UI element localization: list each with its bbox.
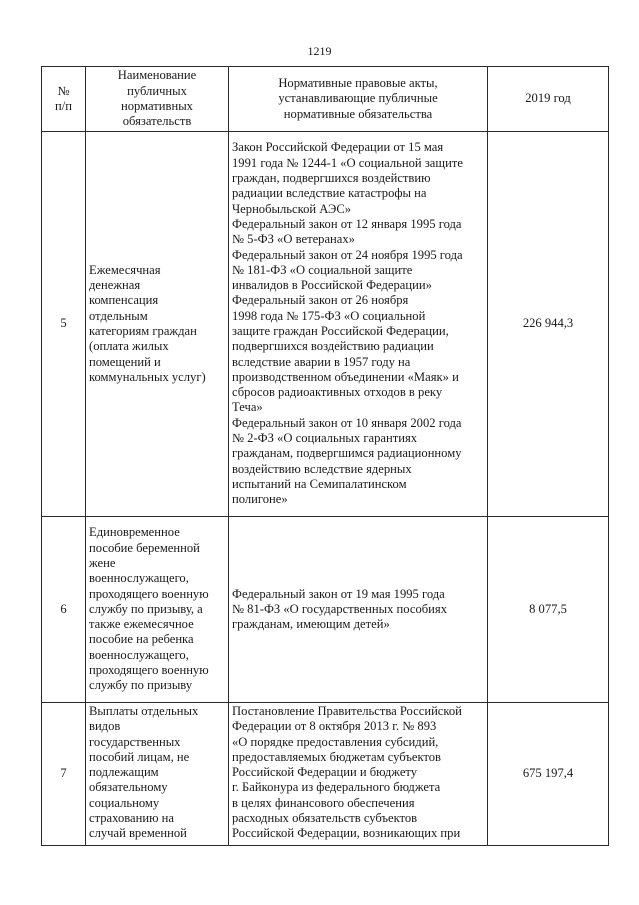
cell-text-line: военнослужащего, (89, 571, 189, 586)
cell-text-line: Теча» (232, 400, 263, 415)
header-name (86, 67, 229, 132)
cell-text-line: проходящего военную (89, 586, 209, 601)
cell-text-line: Постановление Правительства Российской (232, 704, 462, 718)
header-name-line: публичных (127, 83, 187, 98)
cell-text-line: службу по призыву, а (89, 601, 203, 616)
header-number (42, 67, 86, 132)
table-row (42, 703, 609, 846)
row-name (86, 703, 229, 846)
cell-text-line: 1998 года № 175-ФЗ «О социальной (232, 308, 426, 323)
header-acts-line: устанавливающие публичные (278, 91, 438, 106)
header-acts-line: нормативные обязательства (283, 106, 433, 121)
row-name (86, 132, 229, 517)
cell-text-line: 1991 года № 1244-1 «О социальной защите (232, 155, 463, 170)
cell-text-line: испытаний на Семипалатинском (232, 476, 407, 491)
cell-text-line: Российской Федерации, возникающих при (232, 826, 461, 841)
cell-text-line: пособие беременной (89, 540, 200, 555)
obligations-table (41, 66, 609, 846)
cell-text-line: вследствие аварии в 1957 году на (232, 354, 411, 369)
cell-text-line: сбросов радиоактивных отходов в реку (232, 385, 443, 400)
cell-text-line: Федеральный закон от 12 января 1995 года (232, 216, 462, 231)
cell-text-line: расходных обязательств субъектов (232, 811, 418, 826)
cell-text-line: компенсация (89, 293, 159, 308)
cell-text-line: № 2-ФЗ «О социальных гарантиях (232, 431, 418, 446)
cell-text-line: категориям граждан (89, 324, 197, 338)
cell-text-line: Выплаты отдельных (89, 704, 199, 718)
cell-text-line: «О порядке предоставления субсидий, (232, 734, 439, 749)
cell-text-line: Федеральный закон от 26 ноября (232, 293, 409, 308)
cell-text-line: жене (89, 555, 116, 570)
header-name-line: Наименование (117, 68, 197, 83)
cell-text-line: страхованию на (89, 811, 174, 826)
table-row (42, 517, 609, 703)
cell-text-line: (оплата жилых (89, 339, 169, 354)
cell-text-line: Федеральный закон от 19 мая 1995 года (232, 586, 445, 601)
row-amount: 675 197,4 (488, 703, 609, 846)
cell-text-line: № 181-ФЗ «О социальной защите (232, 262, 413, 277)
cell-text-line: государственных (89, 734, 181, 749)
cell-text-line: Федеральный закон от 24 ноября 1995 года (232, 247, 463, 262)
cell-text-line: Федерации от 8 октября 2013 г. № 893 (232, 719, 437, 734)
row-acts (229, 132, 488, 517)
cell-text-line: также ежемесячное (89, 617, 194, 632)
row-amount: 8 077,5 (488, 517, 609, 703)
row-name (86, 517, 229, 703)
cell-text-line: инвалидов в Российской Федерации» (232, 278, 432, 293)
cell-text-line: воздействию вследствие ядерных (232, 461, 412, 476)
cell-text-line: полигоне» (232, 492, 288, 507)
cell-text-line: в целях финансового обеспечения (232, 795, 415, 810)
cell-text-line: военнослужащего, (89, 647, 189, 662)
cell-text-line: Ежемесячная (89, 262, 161, 277)
row-number: 5 (42, 132, 86, 517)
page-number: 1219 (307, 44, 332, 58)
cell-text-line: г. Байконура из федерального бюджета (232, 780, 441, 795)
cell-text-line: Российской Федерации и бюджету (232, 765, 418, 780)
header-name-line: нормативных (121, 99, 193, 113)
row-acts (229, 517, 488, 703)
cell-text-line: гражданам, подвергшимся радиационному (232, 446, 462, 461)
cell-text-line: отдельным (89, 308, 148, 323)
row-number: 6 (42, 517, 86, 703)
cell-text-line: коммунальных услуг) (89, 369, 206, 384)
cell-text-line: пособие на ребенка (89, 632, 194, 647)
cell-text-line: Чернобыльской АЭС» (232, 201, 352, 216)
cell-text-line: социальному (89, 795, 160, 810)
cell-text-line: граждан, подвергшихся воздействию (232, 171, 431, 186)
header-name-line: обязательств (122, 114, 192, 129)
cell-text-line: видов (89, 719, 121, 734)
cell-text-line: обязательному (89, 780, 168, 795)
row-number: 7 (42, 703, 86, 846)
cell-text-line: гражданам, имеющим детей» (232, 617, 390, 632)
cell-text-line: случай временной (89, 826, 187, 841)
cell-text-line: денежная (89, 278, 141, 293)
cell-text-line: подвергшихся воздействию радиации (232, 339, 434, 354)
table-row (42, 132, 609, 517)
cell-text-line: Единовременное (89, 525, 180, 540)
cell-text-line: пособий лицам, не (89, 749, 190, 764)
cell-text-line: № 81-ФЗ «О государственных пособиях (232, 601, 447, 616)
header-year: 2019 год (488, 67, 609, 132)
row-acts (229, 703, 488, 846)
cell-text-line: предоставляемых бюджетам субъектов (232, 749, 441, 764)
table-header-row (42, 67, 609, 132)
cell-text-line: Федеральный закон от 10 января 2002 года (232, 415, 462, 430)
cell-text-line: Закон Российской Федерации от 15 мая (232, 140, 444, 155)
cell-text-line: помещений и (89, 354, 161, 369)
header-acts (229, 67, 488, 132)
header-number-line: № (57, 83, 70, 98)
header-acts-line: Нормативные правовые акты, (278, 76, 438, 91)
cell-text-line: проходящего военную (89, 663, 209, 678)
cell-text-line: подлежащим (89, 765, 159, 780)
header-number-line: п/п (55, 99, 72, 113)
cell-text-line: службу по призыву (89, 678, 193, 693)
cell-text-line: производственном объединении «Маяк» и (232, 369, 459, 384)
cell-text-line: защите граждан Российской Федерации, (232, 324, 449, 338)
cell-text-line: № 5-ФЗ «О ветеранах» (232, 232, 355, 247)
cell-text-line: радиации вследствие катастрофы на (232, 186, 427, 201)
row-amount: 226 944,3 (488, 132, 609, 517)
